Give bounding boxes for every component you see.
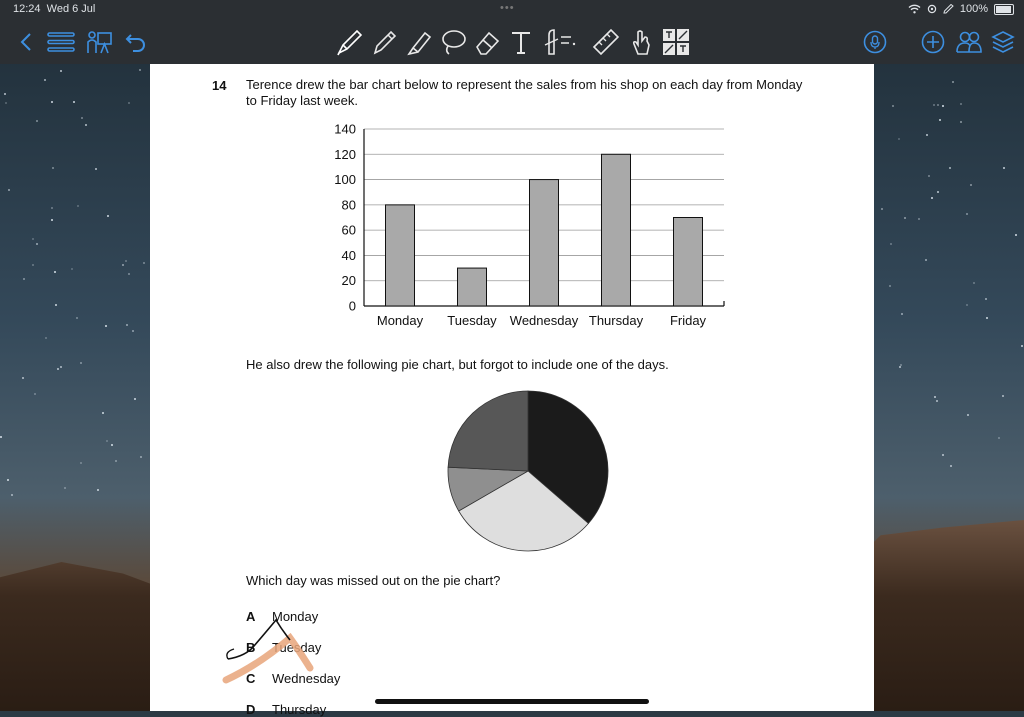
y-tick-label: 40: [341, 247, 356, 263]
add-icon[interactable]: [920, 20, 946, 64]
option-a[interactable]: [246, 609, 318, 624]
star: [998, 437, 1000, 439]
star: [966, 213, 968, 215]
x-tick-label: Tuesday: [447, 313, 497, 328]
star: [960, 121, 962, 123]
option-c[interactable]: [246, 671, 340, 686]
star: [85, 124, 87, 126]
star: [967, 414, 969, 416]
option-letter: A: [246, 609, 256, 624]
back-icon[interactable]: [16, 20, 36, 64]
star: [928, 175, 930, 177]
microphone-icon[interactable]: [862, 20, 888, 64]
status-bar: [0, 0, 1024, 20]
star: [899, 366, 901, 368]
question-text: Terence drew the bar chart below to represent the sales from his shop on each day from Monday to Friday last week.: [246, 77, 803, 108]
star: [55, 304, 57, 306]
star: [105, 325, 107, 327]
option-label: Thursday: [272, 702, 327, 717]
star: [36, 120, 38, 122]
pencil-connected-icon: [943, 4, 954, 14]
pencil-icon[interactable]: [369, 20, 399, 64]
star: [1002, 395, 1004, 397]
star: [970, 184, 972, 186]
pen-icon[interactable]: [334, 20, 364, 64]
document-page[interactable]: [150, 64, 874, 717]
question-number: 14: [212, 78, 227, 93]
list-icon[interactable]: [46, 20, 76, 64]
status-date: Wed 6 Jul: [46, 3, 96, 15]
status-indicators: [908, 3, 1014, 15]
star: [939, 119, 941, 121]
option-label: Wednesday: [272, 671, 341, 686]
star: [57, 368, 59, 370]
star: [950, 465, 952, 467]
bar: [530, 180, 559, 306]
text-icon[interactable]: [507, 20, 535, 64]
star: [134, 398, 136, 400]
star: [8, 189, 10, 191]
location-icon: [927, 4, 937, 14]
multitask-dots-icon[interactable]: •••: [500, 2, 515, 14]
star: [986, 317, 988, 319]
home-indicator[interactable]: [375, 699, 649, 704]
option-label: Monday: [272, 609, 319, 624]
x-tick-label: Friday: [669, 313, 707, 328]
toolbar: [0, 20, 1024, 64]
wifi-icon: [908, 4, 921, 14]
star: [4, 93, 6, 95]
presentation-icon[interactable]: [84, 20, 114, 64]
star: [926, 134, 928, 136]
star: [143, 262, 145, 264]
shape-icon[interactable]: [540, 20, 580, 64]
highlighter-icon[interactable]: [404, 20, 434, 64]
ruler-icon[interactable]: [590, 20, 622, 64]
zoom-grid-icon[interactable]: [661, 20, 691, 64]
lasso-icon[interactable]: [438, 20, 468, 64]
pie-slice: [448, 391, 528, 471]
star: [60, 366, 62, 368]
x-tick-label: Monday: [376, 313, 424, 328]
star: [51, 219, 53, 221]
y-tick-label: 80: [341, 197, 356, 213]
star: [11, 494, 13, 496]
battery-percent: 100%: [959, 3, 988, 15]
star: [71, 268, 73, 270]
bar-chart: [320, 122, 740, 337]
star: [60, 70, 62, 72]
bar: [674, 218, 703, 307]
question-prompt: Which day was missed out on the pie chart?: [246, 573, 501, 588]
star: [985, 298, 987, 300]
y-tick-label: 20: [341, 273, 356, 289]
star: [107, 215, 109, 217]
option-b[interactable]: [246, 640, 321, 655]
bar: [602, 154, 631, 306]
option-letter: C: [246, 671, 256, 686]
star: [936, 400, 938, 402]
x-tick-label: Wednesday: [509, 313, 579, 328]
x-tick-label: Thursday: [588, 313, 644, 328]
y-tick-label: 100: [334, 172, 356, 188]
option-d[interactable]: [246, 702, 326, 717]
star: [1015, 234, 1017, 236]
star: [918, 218, 920, 220]
star: [76, 317, 78, 319]
battery-icon: [994, 4, 1014, 15]
collaborate-icon[interactable]: [954, 20, 984, 64]
option-label: Tuesday: [272, 640, 322, 655]
status-time: 12:24: [13, 3, 41, 15]
option-letter: B: [246, 640, 256, 655]
status-time-date: [13, 3, 95, 15]
star: [80, 362, 82, 364]
bar: [386, 205, 415, 306]
star: [132, 330, 134, 332]
hand-icon[interactable]: [628, 20, 656, 64]
star: [45, 337, 47, 339]
star: [111, 444, 113, 446]
star: [925, 259, 927, 261]
star: [139, 69, 141, 71]
bar: [458, 268, 487, 306]
star: [51, 101, 53, 103]
pie-chart: [446, 389, 610, 553]
option-letter: D: [246, 702, 256, 717]
layers-icon[interactable]: [990, 20, 1016, 64]
star: [77, 205, 79, 207]
y-tick-label: 60: [341, 222, 356, 238]
y-tick-label: 120: [334, 146, 356, 162]
undo-icon[interactable]: [124, 20, 148, 64]
y-tick-label: 140: [334, 122, 356, 137]
star: [901, 313, 903, 315]
eraser-icon[interactable]: [472, 20, 502, 64]
pie-intro-text: He also drew the following pie chart, but forgot to include one of the days.: [246, 357, 669, 372]
y-tick-label: 0: [348, 298, 356, 314]
